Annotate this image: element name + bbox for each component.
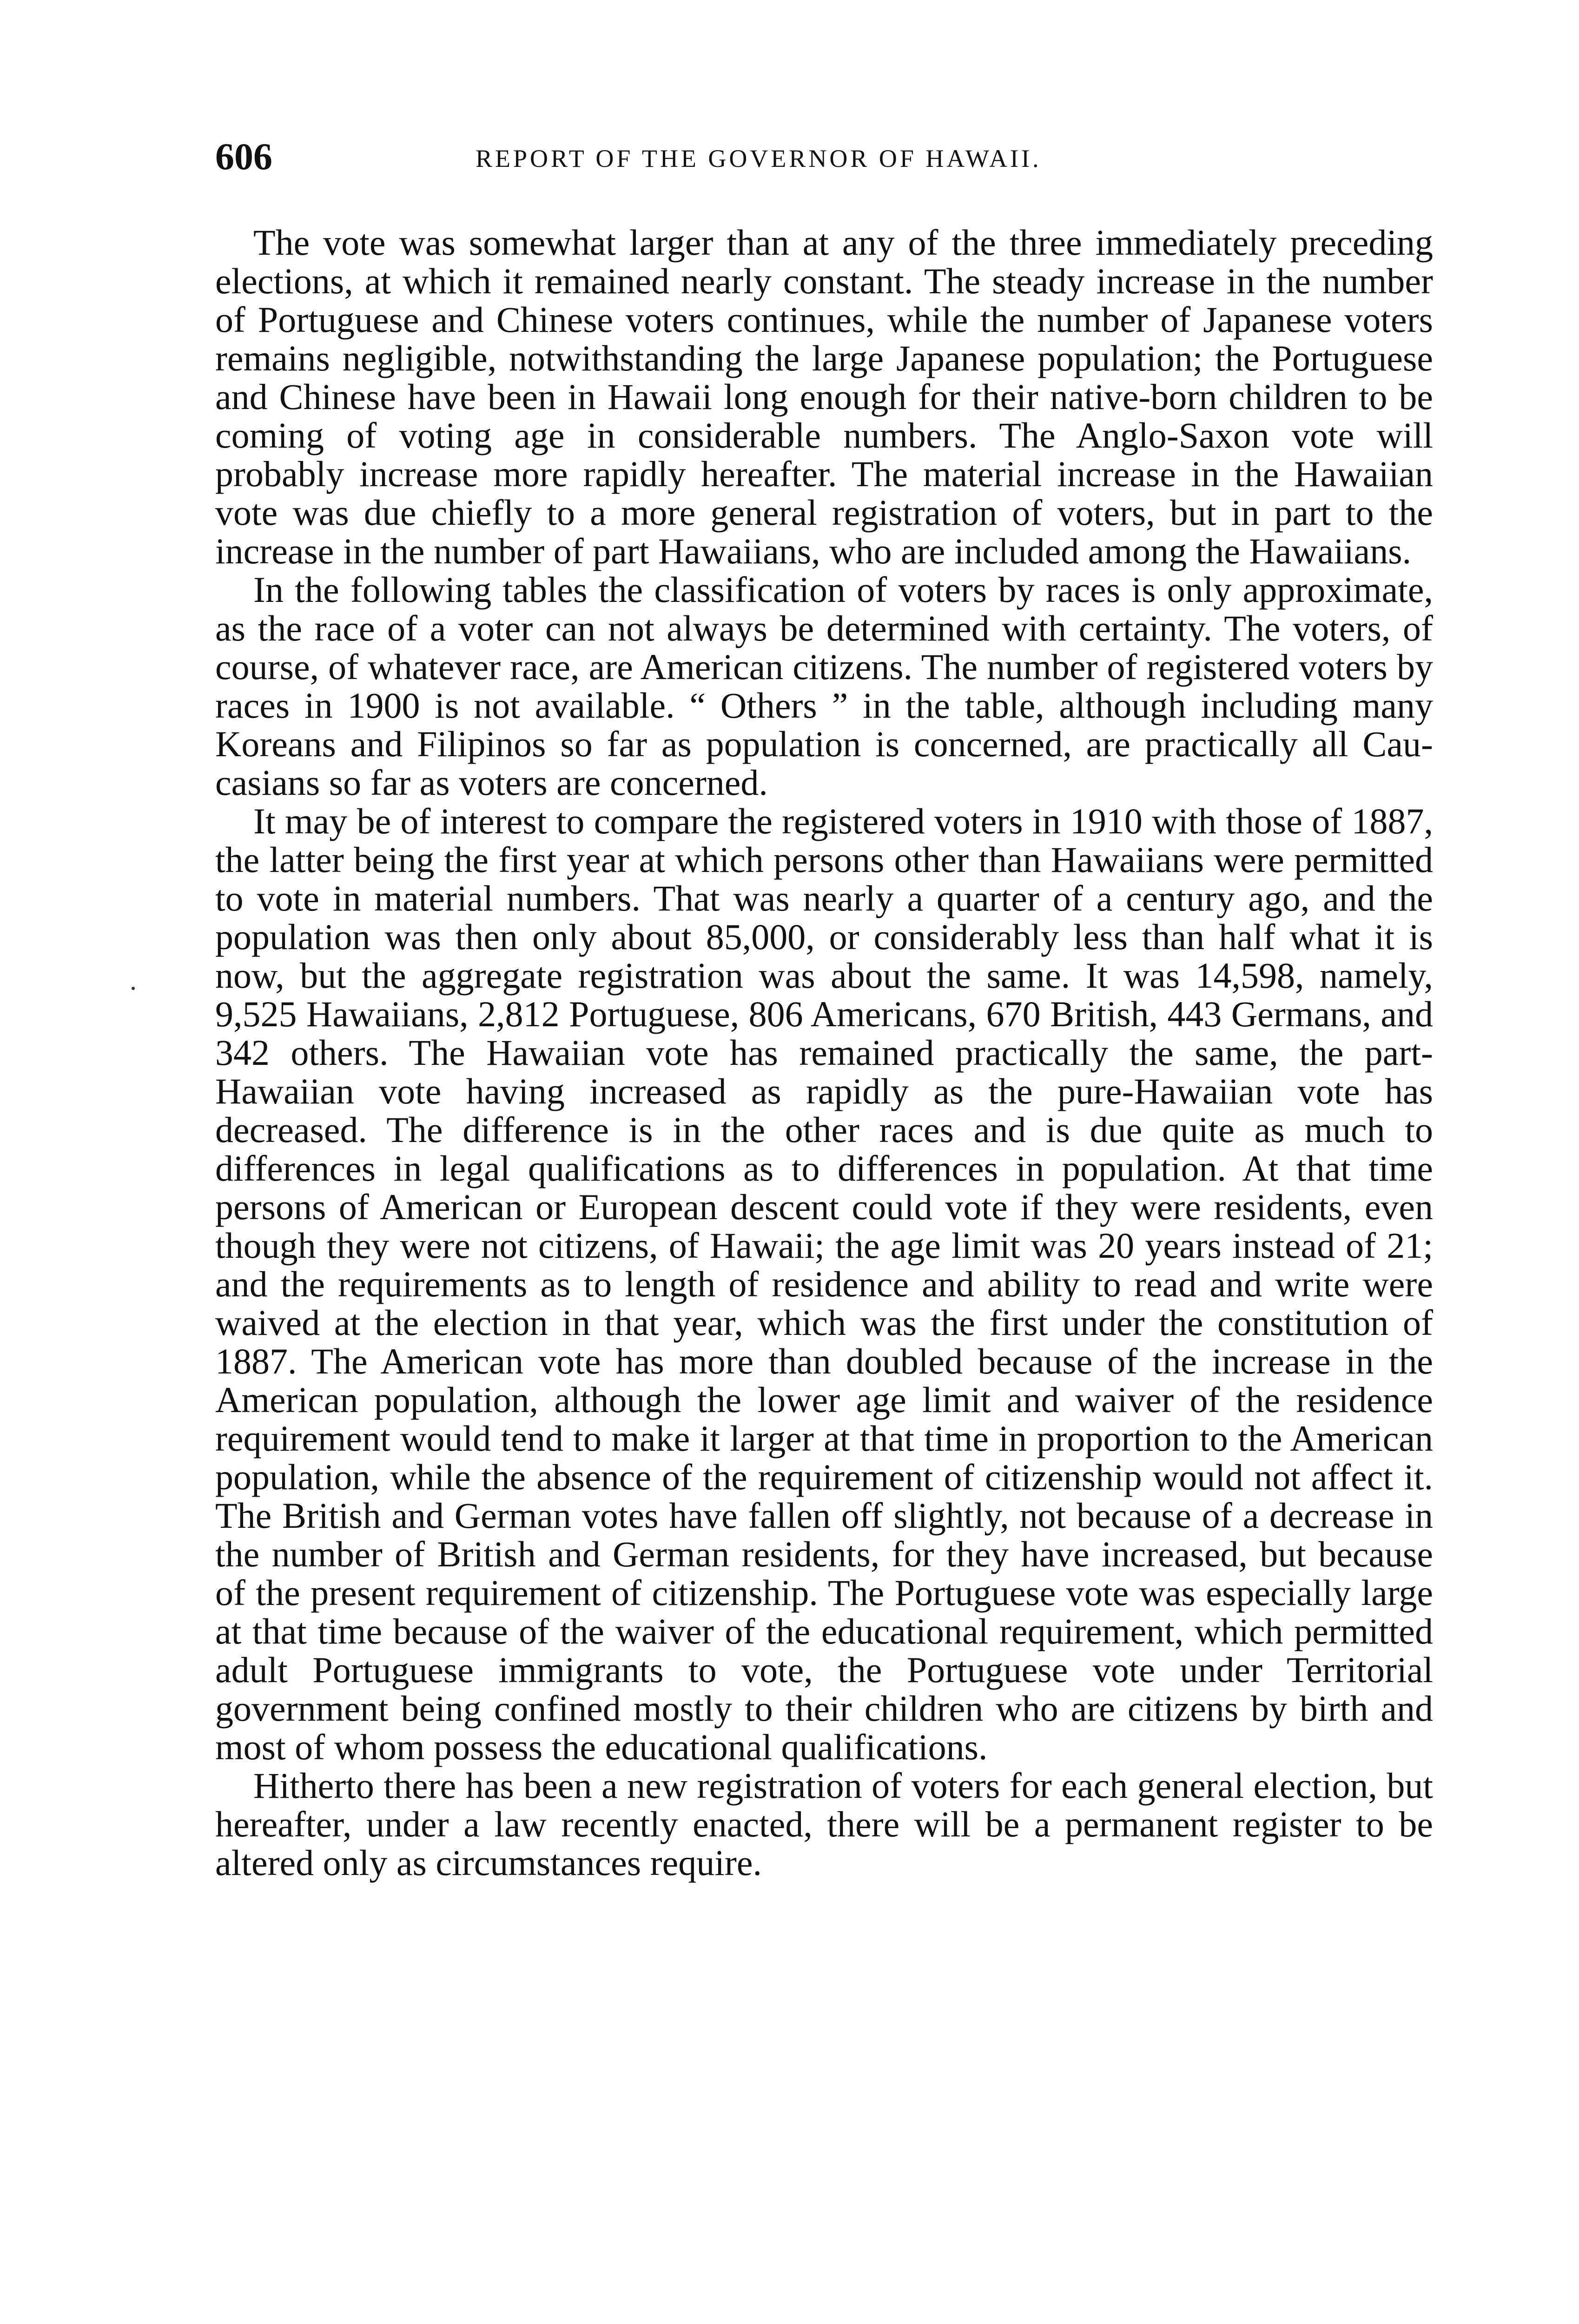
page-number: 606	[215, 135, 272, 178]
paragraph-vote-size: The vote was somewhat larger than at any of the three immediately preceding elections, at which it remained nearly constant. The steady increase in the number of Portuguese and Chinese voters continues, while the number of Japanese voters remains negligible, notwithstanding the large Japanese population; the Portuguese and Chinese have been in Hawaii long enough for their native-born children to be coming of voting age in considerable numbers. The Anglo-Saxon vote will probably increase more rapidly hereafter. The material increase in the Hawaiian vote was due chiefly to a more general registration of voters, but in part to the increase in the number of part Hawaiians, who are included among the Hawaiians.	[215, 222, 1433, 571]
paragraph-registration: Hitherto there has been a new registration of voters for each general election, but hereafter, under a law recently enacted, there will be a permanent register to be altered only as circumstances require.	[215, 1765, 1433, 1883]
paragraph-classification: In the following tables the classification of voters by races is only approximate, as the race of a voter can not always be determined with certainty. The voters, of course, of whatever race, are American citizens. The number of registered voters by races in 1900 is not available. “ Others ” in the table, although including many Koreans and Filipinos so far as population is concerned, are practically all Caucasians so far as voters are concerned.	[215, 569, 1433, 803]
paragraph-comparison-1887: It may be of interest to compare the registered voters in 1910 with those of 1887, the latter being the first year at which persons other than Hawaiians were permitted to vote in material numbers. That was nearly a quarter of a century ago, and the population was then only about 85,000, or considerably less than half what it is now, but the aggregate registration was about the same. It was 14,598, namely, 9,525 Hawaiians, 2,812 Portuguese, 806 Americans, 670 British, 443 Germans, and 342 others. The Hawaiian vote has remained practically the same, the part-Hawaiian vote having increased as rapidly as the pure-Hawaiian vote has decreased. The difference is in the other races and is due quite as much to differences in legal qualifications as to differences in population. At that time persons of American or European descent could vote if they were residents, even though they were not citizens, of Hawaii; the age limit was 20 years instead of 21; and the requirements as to length of residence and ability to read and write were waived at the election in that year, which was the first under the constitution of 1887. The American vote has more than doubled because of the increase in the American population, although the lower age limit and waiver of the residence requirement would tend to make it larger at that time in proportion to the American population, while the absence of the requirement of citizenship would not affect it. The British and German votes have fallen off slightly, not because of a decrease in the number of British and German residents, for they have increased, but because of the present requirement of citizenship. The Portuguese vote was especially large at that time because of the waiver of the educational requirement, which permitted adult Portuguese immigrants to vote, the Portuguese vote under Territorial government being confined mostly to their children who are citizens by birth and most of whom possess the educational qualifications.	[215, 801, 1433, 1767]
margin-mark	[132, 987, 135, 990]
running-head: REPORT OF THE GOVERNOR OF HAWAII.	[476, 145, 1042, 172]
page-header	[215, 131, 1433, 182]
body-text	[215, 223, 1433, 1882]
